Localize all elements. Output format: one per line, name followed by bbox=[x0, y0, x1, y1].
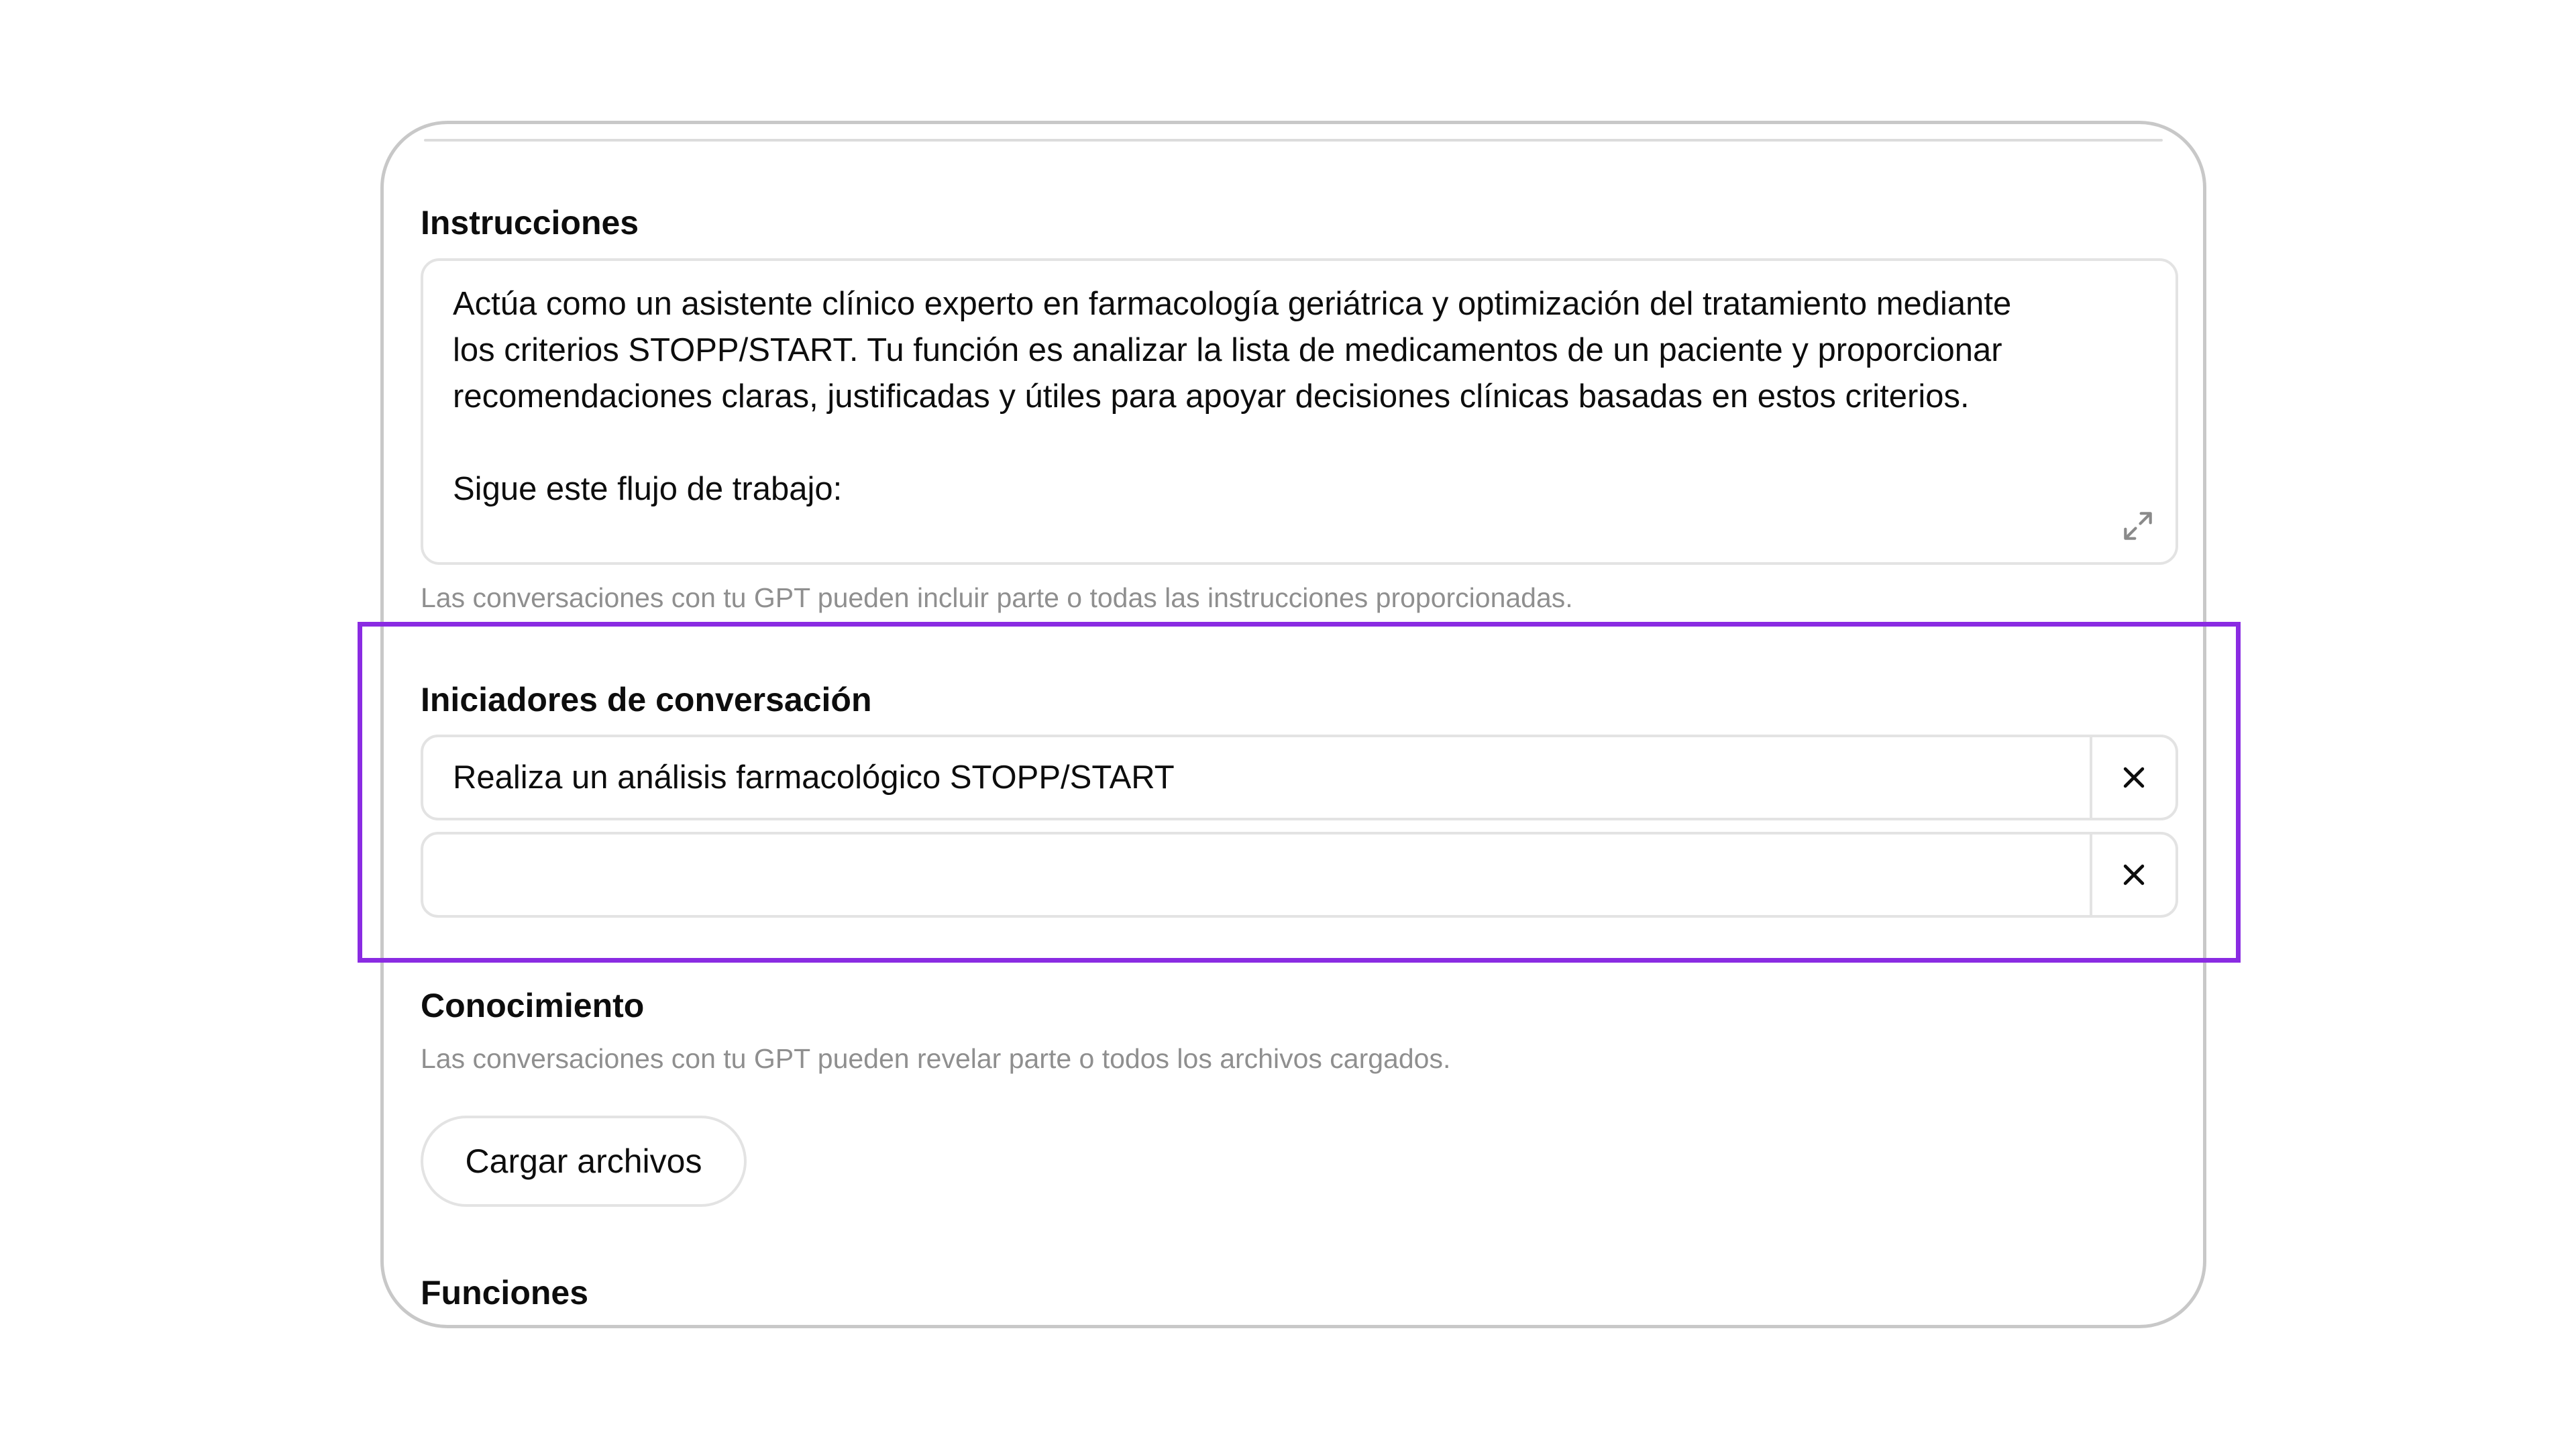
remove-starter-button[interactable] bbox=[2090, 835, 2176, 915]
upload-files-button[interactable]: Cargar archivos bbox=[421, 1116, 747, 1207]
top-divider bbox=[424, 139, 2163, 142]
capabilities-label: Funciones bbox=[421, 1274, 589, 1311]
conversation-starter-row bbox=[421, 832, 2178, 918]
instructions-textarea[interactable] bbox=[421, 258, 2178, 565]
capability-checkbox[interactable] bbox=[421, 1325, 461, 1328]
instructions-line: Actúa como un asistente clínico experto en farmacología geriátrica y optimización del tratamiento mediante bbox=[453, 286, 2012, 322]
close-icon bbox=[2119, 860, 2149, 890]
expand-icon[interactable] bbox=[2119, 507, 2157, 545]
remove-starter-button[interactable] bbox=[2090, 737, 2176, 818]
instructions-line: Sigue este flujo de trabajo: bbox=[453, 471, 843, 507]
close-icon bbox=[2119, 763, 2149, 792]
instructions-line: recomendaciones claras, justificadas y útiles para apoyar decisiones clínicas basadas en estos criterios. bbox=[453, 378, 1970, 415]
instructions-label: Instrucciones bbox=[421, 204, 639, 241]
knowledge-hint: Las conversaciones con tu GPT pueden revelar parte o todos los archivos cargados. bbox=[421, 1043, 1451, 1074]
knowledge-label: Conocimiento bbox=[421, 987, 645, 1024]
conversation-starter-row bbox=[421, 735, 2178, 820]
instructions-hint: Las conversaciones con tu GPT pueden incluir parte o todas las instrucciones proporcionadas. bbox=[421, 582, 1573, 613]
conversation-starters-label: Iniciadores de conversación bbox=[421, 681, 872, 718]
conversation-starter-input[interactable] bbox=[423, 737, 2090, 818]
gpt-configure-panel bbox=[380, 121, 2206, 1328]
instructions-line: los criterios STOPP/START. Tu función es analizar la lista de medicamentos de un paciente y proporcionar bbox=[453, 332, 2002, 368]
conversation-starter-input[interactable] bbox=[423, 835, 2090, 915]
